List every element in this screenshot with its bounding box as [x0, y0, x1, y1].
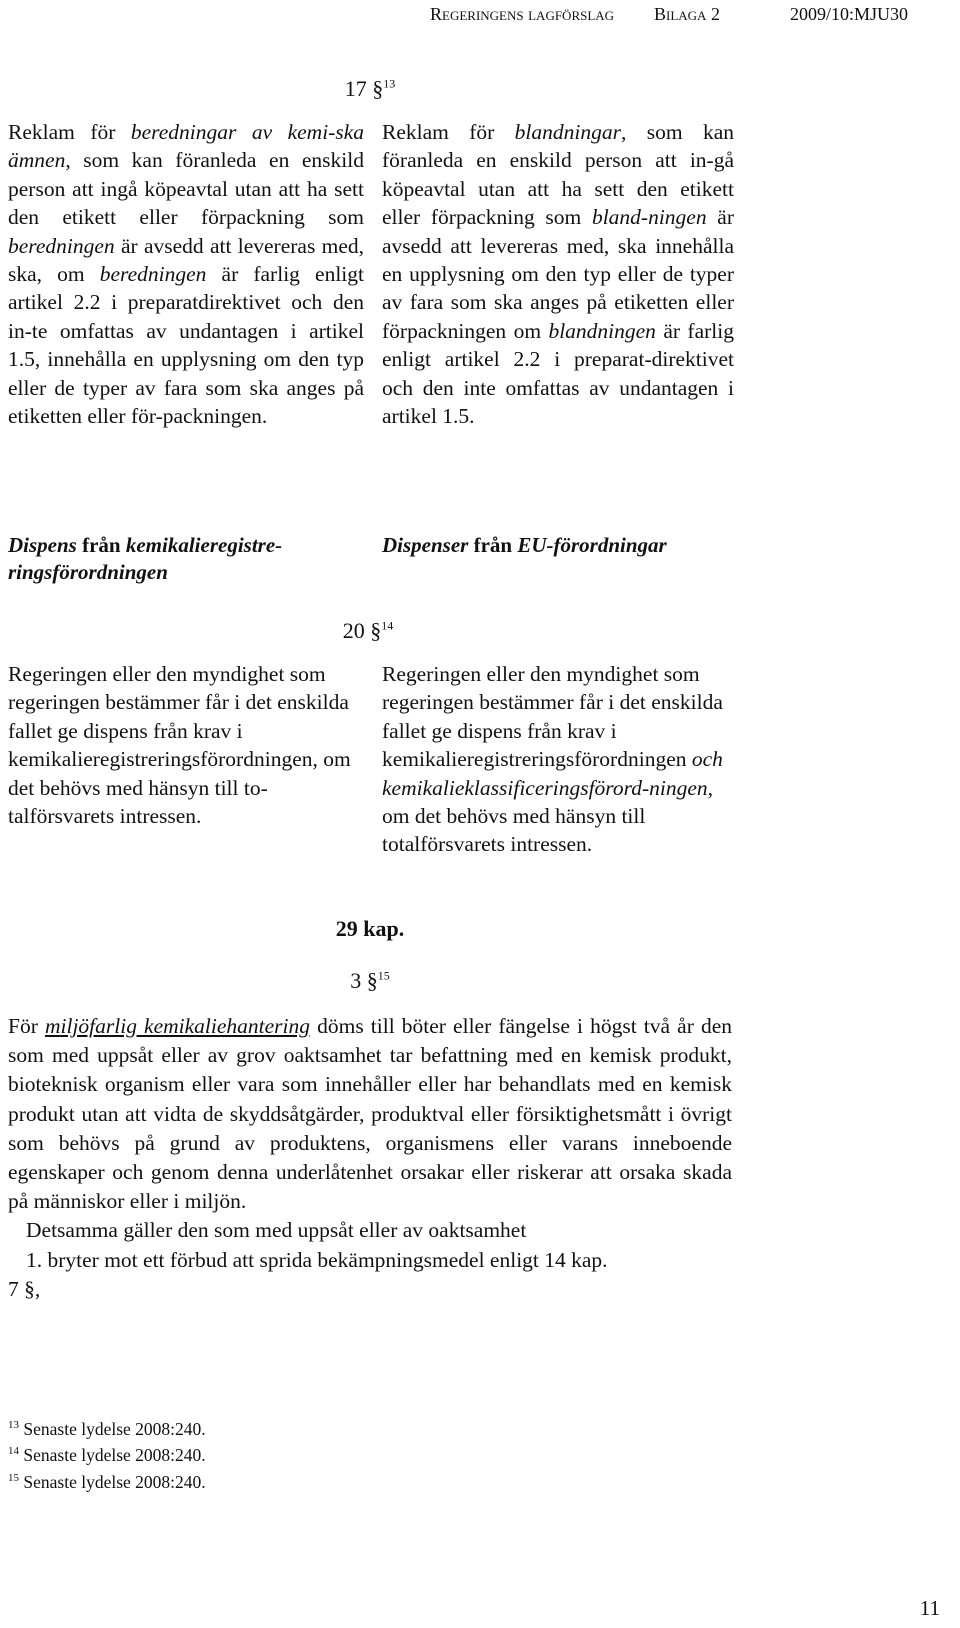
- footnote-ref-13[interactable]: 13: [383, 76, 396, 91]
- defined-term-link[interactable]: miljöfarlig kemikaliehantering: [44, 1014, 311, 1038]
- section-3-list-item-1: 1. bryter mot ett förbud att sprida bekämpningsmedel enligt 14 kap.: [26, 1247, 608, 1272]
- heading-left: Dispens från kemikalieregistre-ringsförordningen: [8, 533, 283, 584]
- section-3-list-item-1-cont: 7 §,: [8, 1276, 41, 1301]
- section-17-right-text: Reklam för blandningar, som kan föranleda en enskild person att in-gå köpeavtal utan att ha sett den etikett eller förpackning som bland-ningen är avsedd att levereras med, ska innehålla en upplysning om den typ eller de typer av fara som ska anges på etiketten eller förpackningen om blandningen är farlig enligt artikel 2.2 i preparat-direktivet och den inte omfattas av undantagen i artikel 1.5.: [382, 120, 734, 429]
- footnotes: [8, 1414, 408, 1493]
- footnote-14: $^{14}$ Senaste lydelse 2008:240.: [8, 1445, 206, 1466]
- footnote-15: $^{15}$ Senaste lydelse 2008:240.: [8, 1471, 206, 1492]
- footnote-ref-15[interactable]: 15: [377, 968, 390, 983]
- heading-right: Dispenser från EU-förordningar: [382, 533, 667, 557]
- section-20-number: 20 §$^{14}$: [342, 618, 394, 643]
- section-20-right-text: Regeringen eller den myndighet som regeringen bestämmer får i det enskilda fallet ge dispens från krav i kemikalieregistreringsförordningen och kemikalieklassificeringsförord-ningen, om det behövs med hänsyn till totalförsvarets intressen.: [382, 662, 723, 857]
- chapter-heading: 29 kap.: [335, 916, 405, 941]
- footnote-ref-14[interactable]: 14: [381, 618, 394, 633]
- header-left: Regeringens lagförslag: [430, 4, 615, 24]
- footnote-divider: [8, 1406, 168, 1407]
- section-20-left-text: Regeringen eller den myndighet som regeringen bestämmer får i det enskilda fallet ge dispens från krav i kemikalieregistreringsförordningen, om det behövs med hänsyn till to-talförsvarets intressen.: [8, 662, 351, 829]
- page-number: 11: [919, 1596, 940, 1620]
- section-3-text: [8, 1012, 732, 1304]
- header-right: 2009/10:MJU30: [790, 4, 909, 24]
- section-17-left-text: Reklam för beredningar av kemi-ska ämnen, som kan föranleda en enskild person att ingå köpeavtal utan att ha sett den etikett eller förpackning som beredningen är avsedd att levereras med, ska, om beredningen är farlig enligt artikel 2.2 i preparatdirektivet och den in-te omfattas av undantagen i artikel 1.5, innehålla en upplysning om den typ eller de typer av fara som ska anges på etiketten eller för-packningen.: [8, 120, 364, 429]
- section-3-paragraph-1: För miljöfarlig kemikaliehantering döms till böter eller fängelse i högst två år den som med uppsåt eller av grov oaktsamhet tar befattning med en kemisk produkt, bioteknisk organism eller vara som innehåller eller har behandlats med en kemisk produkt utan att vidta de skyddsåtgärder, produktval eller försiktighetsmått i övrigt som behövs på grund av produktens, organismens eller varans inneboende egenskaper och genom denna underlåtenhet orsakar eller riskerar att orsaka skada på människor eller i miljön.: [8, 1014, 732, 1214]
- section-17-number: 17 §$^{13}$: [344, 76, 396, 101]
- section-3-paragraph-2: Detsamma gäller den som med uppsåt eller av oaktsamhet: [26, 1218, 527, 1243]
- header-middle: Bilaga 2: [654, 4, 720, 24]
- section-3-number: 3 §$^{15}$: [350, 968, 390, 993]
- footnote-13: $^{13}$ Senaste lydelse 2008:240.: [8, 1418, 206, 1439]
